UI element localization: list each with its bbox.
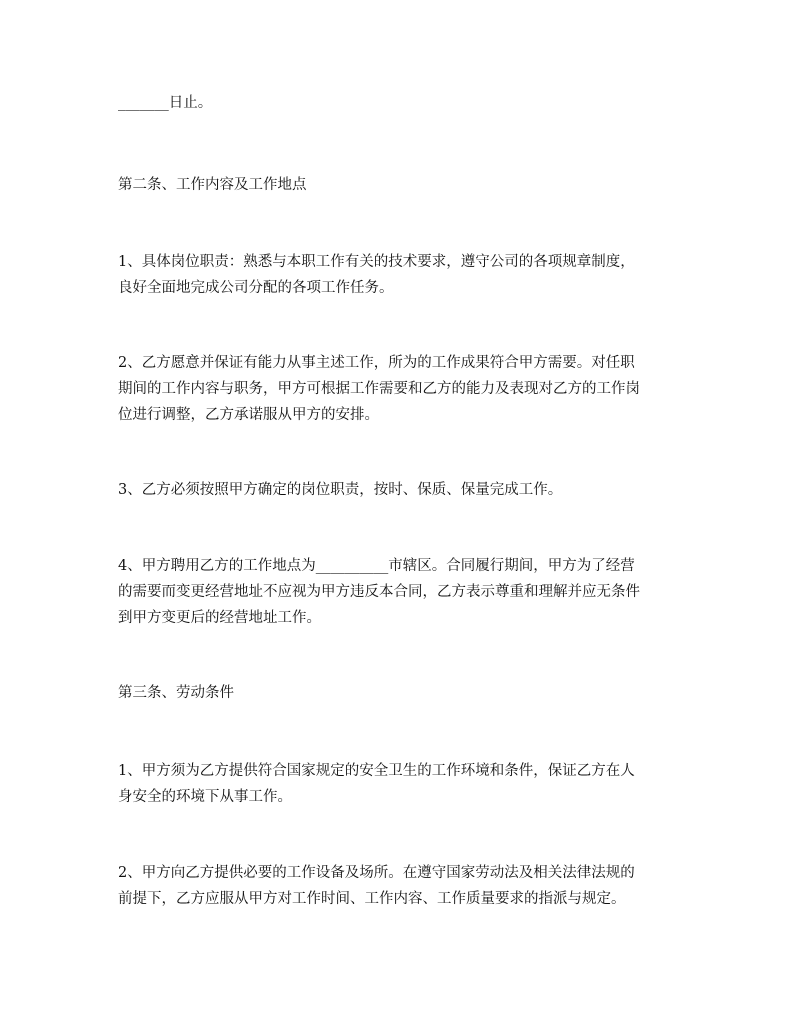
- article-2-item-4: [118, 553, 678, 631]
- text-line: 2、乙方愿意并保证有能力从事主述工作，所为的工作成果符合甲方需要。对任职: [118, 355, 635, 371]
- text-line: 身安全的环境下从事工作。: [118, 789, 292, 805]
- text-line: 位进行调整，乙方承诺服从甲方的安排。: [118, 407, 379, 423]
- article-3-heading: [118, 680, 678, 706]
- text-line: 到甲方变更后的经营地址工作。: [118, 610, 321, 626]
- article-2-heading: [118, 172, 678, 198]
- text-line: 3、乙方必须按照甲方确定的岗位职责，按时、保质、保量完成工作。: [118, 482, 563, 498]
- text-line: 1、具体岗位职责：熟悉与本职工作有关的技术要求，遵守公司的各项规章制度，: [118, 254, 635, 270]
- text-line: 良好全面地完成公司分配的各项工作任务。: [118, 280, 394, 296]
- heading-text: 第三条、劳动条件: [118, 685, 234, 701]
- article-2-item-1: [118, 249, 678, 301]
- heading-text: 第二条、工作内容及工作地点: [118, 177, 307, 193]
- text-line: 期间的工作内容与职务，甲方可根据工作需要和乙方的能力及表现对乙方的工作岗: [118, 381, 640, 397]
- text-line: 1、甲方须为乙方提供符合国家规定的安全卫生的工作环境和条件，保证乙方在人: [118, 763, 635, 779]
- text-line: 前提下，乙方应服从甲方对工作时间、工作内容、工作质量要求的指派与规定。: [118, 891, 626, 907]
- fragment-end-text: [118, 90, 678, 116]
- article-3-item-1: [118, 758, 678, 810]
- article-2-item-3: [118, 477, 678, 503]
- text-line: _______日止。: [118, 95, 213, 111]
- article-3-item-2: [118, 860, 678, 912]
- article-2-item-2: [118, 350, 678, 428]
- text-line: 2、甲方向乙方提供必要的工作设备及场所。在遵守国家劳动法及相关法律法规的: [118, 865, 635, 881]
- text-line: 4、甲方聘用乙方的工作地点为__________市辖区。合同履行期间，甲方为了经营: [118, 558, 635, 574]
- text-line: 的需要而变更经营地址不应视为甲方违反本合同，乙方表示尊重和理解并应无条件: [118, 584, 640, 600]
